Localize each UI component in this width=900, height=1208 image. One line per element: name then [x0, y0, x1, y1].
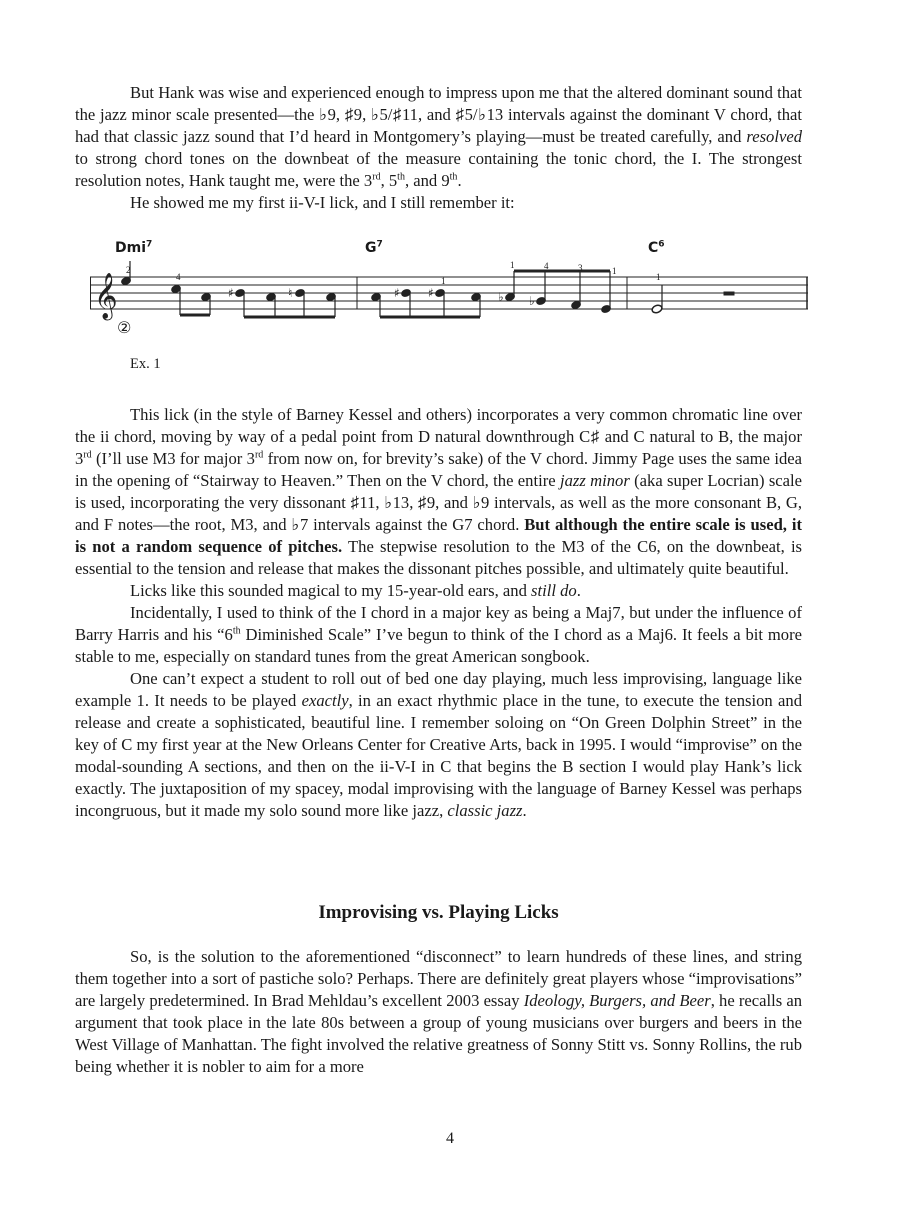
paragraph-intro-lick: He showed me my first ii-V-I lick, and I still remember it:	[130, 193, 515, 212]
superscript: th	[449, 171, 458, 183]
page-number: 4	[446, 1130, 454, 1147]
body-text	[75, 404, 802, 822]
paragraph-lick-analysis: This lick (in the style of Barney Kessel and others) incorporates a very common chromatic line over the ii chord, moving by way of a pedal point from D natural downthrough C♯ and C natural to B, the major 3rd (I’ll use M3 for major 3rd from now on, for brevity’s sake) of the V chord. Jimmy Page uses the same idea in the opening of “Stairway to Heaven.” Then on the V chord, the entire jazz minor (aka super Locrian) scale is used, incorporating the very dissonant ♯11, ♭13, ♯9, and ♭9 intervals, as well as the more consonant B, G, and F notes—the root, M3, and ♭7 intervals against the G7 chord. But although the entire scale is used, it is not a random sequence of pitches. The stepwise resolution to the M3 of the C6, on the downbeat, is essential to the tension and release that makes the dissonant pitches possible, and ultimately quite beautiful.	[75, 405, 803, 578]
text: .	[457, 171, 462, 190]
note-e-half	[651, 304, 663, 314]
emphasis: resolved	[746, 127, 802, 146]
chord-symbol-g7: $G^7$	[365, 239, 383, 256]
text: , and 9	[404, 171, 450, 190]
treble-clef-icon: 𝄞	[94, 273, 118, 319]
flat-icon: ♭	[498, 290, 504, 304]
music-staff	[90, 255, 810, 355]
body-text-2	[75, 946, 802, 1078]
string-number-circle: ②	[117, 318, 132, 337]
paragraph-magical: Licks like this sounded magical to my 15-year-old ears, and still do.	[130, 581, 581, 600]
chord-symbol-dm7: Dmi$^7$	[115, 239, 153, 256]
superscript: rd	[372, 171, 381, 183]
section-heading: Improvising vs. Playing Licks	[318, 902, 559, 923]
half-rest-icon	[724, 292, 734, 295]
paragraph-resolution	[75, 82, 802, 214]
text: But Hank was wise and experienced enough to impress upon me that the altered dominant sound that the jazz minor scale presented—the ♭9, ♯9, ♭5/♯11, and ♯5/♭13 intervals against the dominant V chord, that had that classic jazz sound that I’d heard in Montgomery’s playing—must be treated carefully, and	[75, 83, 802, 146]
fingering-number: 1	[441, 276, 446, 286]
fingering-number: 1	[510, 260, 515, 270]
fingering-number: 2	[126, 265, 131, 275]
natural-icon: ♮	[288, 286, 293, 300]
paragraph-pastiche: So, is the solution to the aforementioned “disconnect” to learn hundreds of these lines, and string them together into a sort of pastiche solo? Perhaps. There are definitely great players whose “improvisations” are largely predetermined. In Brad Mehldau’s excellent 2003 essay Ideology, Burgers, and Beer, he recalls an argument that took place in the late 80s between a group of young musicians over burgers and beers in the West Village of Manhattan. The fight involved the relative greatness of Sonny Stitt vs. Sonny Rollins, the rub being whether it is nobler to aim for a more	[75, 947, 802, 1076]
fingering-number: 4	[176, 272, 181, 282]
sharp-icon: ♯	[428, 286, 434, 300]
flat-icon: ♭	[529, 294, 535, 308]
paragraph-barry-harris: Incidentally, I used to think of the I chord in a major key as being a Maj7, but under the influence of Barry Harris and his “6th Diminished Scale” I’ve begun to think of the I chord as a Maj6. It feels a bit more stable to me, especially on standard tunes from the great American songbook.	[75, 603, 802, 666]
example-label: Ex. 1	[130, 356, 161, 372]
text: to strong chord tones on the downbeat of the measure containing the tonic chord, the I. The strongest resolution notes, Hank taught me, were the 3	[75, 149, 802, 190]
superscript: th	[397, 171, 405, 183]
fingering-number: 1	[656, 272, 661, 282]
fingering-number: 1	[612, 266, 617, 276]
sharp-icon: ♯	[228, 286, 234, 300]
fingering-number: 3	[578, 263, 583, 273]
staff-lines	[90, 277, 808, 309]
paragraph-green-dolphin: One can’t expect a student to roll out of bed one day playing, much less improvising, language like example 1. It needs to be played exactly, in an exact rhythmic place in the tune, to execute the tension and release and create a sophisticated, beautiful line. I remember soloing on “On Green Dolphin Street” in the key of C my first year at the New Orleans Center for Creative Arts, back in 1995. I would “improvise” on the modal-sounding A sections, and then on the ii-V-I in C that begins the B section I would play Hank’s lick exactly. The juxtaposition of my spacey, modal improvising with the language of Barney Kessel was perhaps incongruous, but it made my solo sound more like jazz, classic jazz.	[75, 669, 802, 820]
fingering-number: 4	[544, 261, 549, 271]
text: , 5	[380, 171, 398, 190]
chord-symbol-c6: $C^6$	[648, 239, 665, 256]
sharp-icon: ♯	[394, 286, 400, 300]
